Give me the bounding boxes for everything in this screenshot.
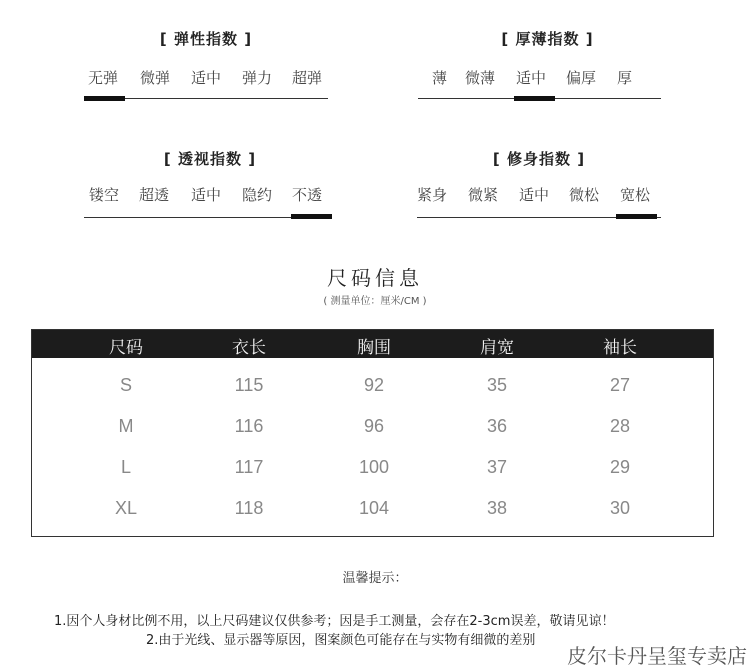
cell-chest: 104 (358, 498, 390, 518)
store-watermark: 皮尔卡丹呈玺专卖店 (567, 644, 747, 668)
fit-option: 微松 (569, 186, 600, 204)
header-sleeve: 袖长 (603, 338, 637, 358)
fit-title: [ 修身指数 ] (492, 150, 586, 168)
cell-length: 117 (234, 457, 264, 477)
cell-size: S (119, 375, 132, 395)
cell-shoulder: 38 (486, 498, 508, 518)
thickness-index (418, 28, 661, 108)
cell-chest: 96 (363, 416, 385, 436)
fit-option: 紧身 (417, 186, 448, 204)
tip-line-1: 1.因个人身材比例不用，以上尺码建议仅供参考；因是手工测量，会存在2-3cm误差，敬请见谅！ (54, 614, 615, 629)
cell-length: 118 (234, 498, 264, 518)
size-info-unit: ( 测量单位：厘米/CM ) (323, 296, 427, 307)
thickness-selected-marker (514, 96, 555, 101)
size-info-title: 尺码信息 (327, 266, 423, 290)
cell-length: 115 (234, 375, 264, 395)
fit-option: 适中 (519, 186, 550, 204)
cell-chest: 92 (363, 375, 385, 395)
cell-sleeve: 28 (609, 416, 631, 436)
tips-title: 温馨提示： (342, 571, 408, 586)
transparency-selected-marker (291, 214, 332, 219)
transparency-option: 镂空 (89, 186, 120, 204)
cell-sleeve: 29 (609, 457, 631, 477)
elasticity-option: 适中 (191, 69, 222, 87)
elasticity-title: [ 弹性指数 ] (159, 30, 253, 48)
cell-shoulder: 35 (486, 375, 508, 395)
tip-line-2: 2.由于光线、显示器等原因，图案颜色可能存在与实物有细微的差别 (146, 633, 536, 648)
thickness-title: [ 厚薄指数 ] (501, 30, 594, 48)
size-table-header (32, 330, 713, 358)
thickness-option: 适中 (516, 69, 547, 87)
thickness-option: 偏厚 (566, 69, 597, 87)
thickness-option: 薄 (432, 69, 448, 87)
thickness-option: 微薄 (465, 69, 496, 87)
cell-size: M (118, 416, 134, 436)
fit-option: 宽松 (620, 186, 651, 204)
elasticity-option: 弹力 (242, 69, 273, 87)
transparency-index (84, 148, 332, 228)
fit-option: 微紧 (468, 186, 499, 204)
header-shoulder: 肩宽 (480, 338, 514, 358)
header-chest: 胸围 (357, 338, 391, 358)
cell-size: XL (114, 498, 138, 518)
thickness-option: 厚 (617, 69, 633, 87)
size-table (31, 329, 714, 537)
cell-sleeve: 30 (609, 498, 631, 518)
transparency-option: 超透 (139, 186, 170, 204)
elasticity-option: 超弹 (292, 69, 323, 87)
cell-shoulder: 37 (486, 457, 508, 477)
cell-shoulder: 36 (486, 416, 508, 436)
fit-index (417, 148, 661, 228)
fit-selected-marker (616, 214, 657, 219)
transparency-option: 适中 (191, 186, 222, 204)
elasticity-option: 微弹 (140, 69, 171, 87)
transparency-option: 不透 (292, 186, 323, 204)
cell-sleeve: 27 (609, 375, 631, 395)
cell-size: L (120, 457, 131, 477)
transparency-option: 隐约 (242, 186, 273, 204)
elasticity-selected-marker (84, 96, 125, 101)
header-size: 尺码 (109, 338, 143, 358)
elasticity-option: 无弹 (88, 69, 119, 87)
elasticity-index (84, 28, 328, 108)
cell-length: 116 (234, 416, 264, 436)
transparency-title: [ 透视指数 ] (163, 150, 257, 168)
cell-chest: 100 (358, 457, 390, 477)
header-length: 衣长 (232, 338, 266, 358)
